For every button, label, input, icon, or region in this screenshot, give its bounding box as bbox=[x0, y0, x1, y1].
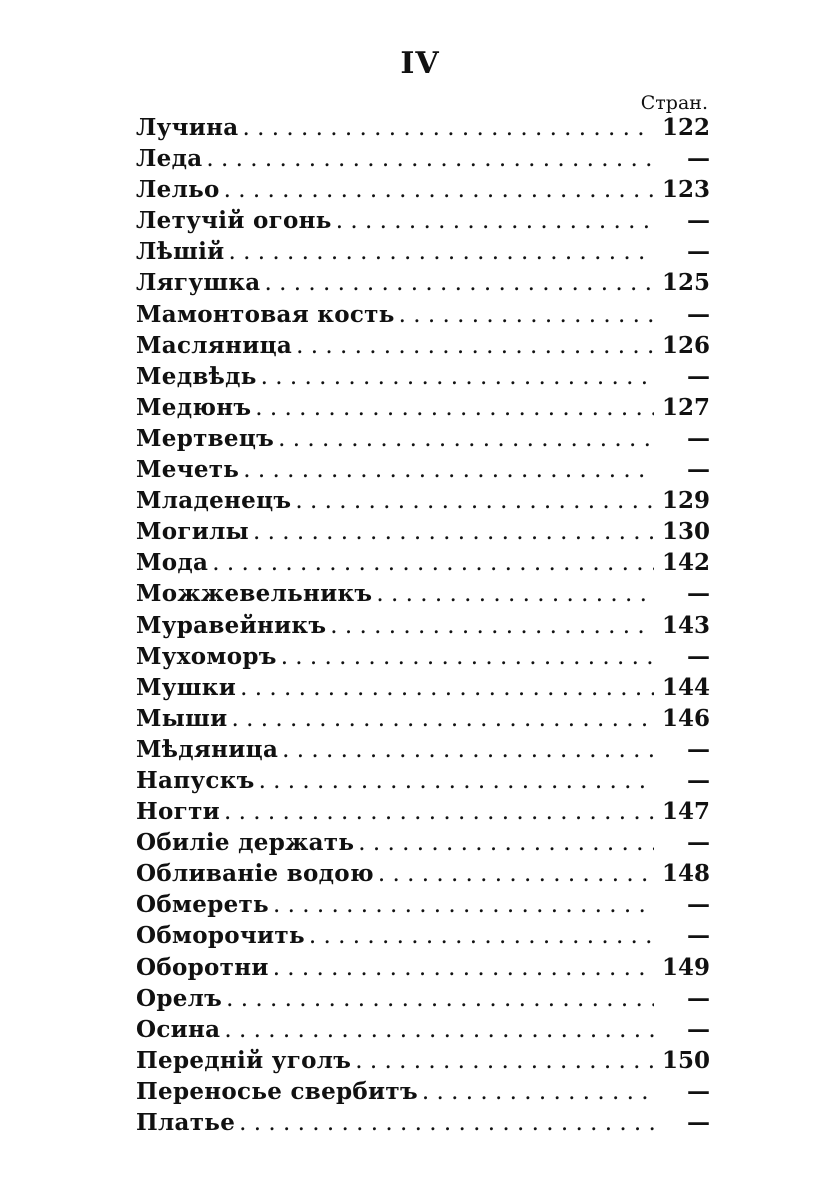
toc-entry bbox=[136, 1045, 710, 1076]
toc-entry bbox=[136, 236, 710, 267]
page-number: IV bbox=[400, 46, 440, 81]
dot-leader bbox=[259, 766, 654, 797]
dot-leader bbox=[239, 1108, 654, 1139]
dot-leader bbox=[229, 237, 654, 268]
dot-leader bbox=[330, 611, 654, 642]
toc-entry bbox=[136, 112, 710, 143]
entry-title: Медюнъ bbox=[136, 393, 252, 421]
dot-leader bbox=[232, 704, 655, 735]
entry-title: Переносье свербитъ bbox=[136, 1077, 418, 1105]
entry-page-number: — bbox=[687, 735, 710, 763]
entry-page-number: — bbox=[687, 145, 710, 173]
dot-leader bbox=[224, 797, 654, 828]
toc-entry bbox=[136, 827, 710, 858]
dot-leader bbox=[309, 921, 654, 952]
toc-entry bbox=[136, 485, 710, 516]
entry-page-number: — bbox=[687, 984, 710, 1012]
toc-entry bbox=[136, 1076, 710, 1107]
toc-entry bbox=[136, 734, 710, 765]
toc-entry bbox=[136, 267, 710, 298]
toc-entry bbox=[136, 547, 710, 578]
dot-leader bbox=[296, 331, 654, 362]
entry-page-number: — bbox=[687, 891, 710, 919]
entry-title: Младенецъ bbox=[136, 487, 292, 515]
entry-page-number: — bbox=[687, 456, 710, 484]
toc-entry bbox=[136, 454, 710, 485]
entry-page-number: 122 bbox=[661, 114, 710, 141]
entry-page-number: — bbox=[687, 362, 710, 390]
entry-title: Можжевельникъ bbox=[136, 580, 373, 608]
dot-leader bbox=[212, 548, 654, 579]
dot-leader bbox=[295, 486, 654, 517]
entry-title: Лягушка bbox=[136, 269, 261, 297]
entry-page-number: 127 bbox=[661, 393, 710, 421]
entry-page-number: 126 bbox=[661, 331, 710, 359]
entry-page-number: 149 bbox=[661, 953, 710, 981]
dot-leader bbox=[224, 175, 654, 206]
dot-leader bbox=[206, 144, 654, 175]
toc-entry bbox=[136, 361, 710, 392]
toc-entry bbox=[136, 205, 710, 236]
entry-page-number: 142 bbox=[661, 549, 710, 577]
dot-leader bbox=[243, 455, 654, 486]
entry-title: Мыши bbox=[136, 704, 228, 732]
dot-leader bbox=[273, 953, 654, 984]
toc-entry bbox=[136, 1107, 710, 1138]
dot-leader bbox=[278, 424, 654, 455]
dot-leader bbox=[243, 113, 655, 144]
entry-title: Мертвецъ bbox=[136, 424, 275, 452]
entry-title: Леда bbox=[136, 145, 203, 173]
toc-entry bbox=[136, 423, 710, 454]
entry-page-number: — bbox=[687, 580, 710, 608]
entry-title: Ногти bbox=[136, 798, 220, 826]
entry-title: Лельо bbox=[136, 176, 220, 204]
entry-title: Оборотни bbox=[136, 953, 269, 981]
entry-page-number: — bbox=[687, 1077, 710, 1105]
entry-page-number: 150 bbox=[661, 1046, 710, 1074]
entry-title: Мечеть bbox=[136, 456, 240, 484]
entry-title: Лучина bbox=[136, 114, 239, 141]
entry-title: Медвѣдь bbox=[136, 362, 257, 390]
entry-title: Обморочить bbox=[136, 922, 305, 950]
toc-entry bbox=[136, 920, 710, 951]
entry-title: Осина bbox=[136, 1015, 221, 1043]
toc-entry bbox=[136, 703, 710, 734]
entry-page-number: — bbox=[687, 922, 710, 950]
toc-entry bbox=[136, 1014, 710, 1045]
entry-page-number: — bbox=[687, 642, 710, 670]
dot-leader bbox=[336, 206, 654, 237]
dot-leader bbox=[253, 517, 654, 548]
entry-title: Напускъ bbox=[136, 766, 255, 794]
entry-page-number: — bbox=[687, 424, 710, 452]
toc-entry bbox=[136, 143, 710, 174]
entry-page-number: 130 bbox=[661, 518, 710, 546]
entry-page-number: — bbox=[687, 1015, 710, 1043]
toc-entry bbox=[136, 392, 710, 423]
entry-page-number: 123 bbox=[661, 176, 710, 204]
entry-title: Мѣдяница bbox=[136, 735, 279, 763]
toc-entry bbox=[136, 578, 710, 609]
dot-leader bbox=[376, 579, 654, 610]
dot-leader bbox=[240, 673, 654, 704]
entry-title: Могилы bbox=[136, 518, 250, 546]
dot-leader bbox=[355, 1046, 654, 1077]
toc-entry bbox=[136, 174, 710, 205]
toc-entry bbox=[136, 796, 710, 827]
dot-leader bbox=[273, 890, 654, 921]
entry-title: Мухоморъ bbox=[136, 642, 277, 670]
dot-leader bbox=[282, 735, 654, 766]
dot-leader bbox=[422, 1077, 654, 1108]
entry-title: Летучій огонь bbox=[136, 207, 332, 235]
entry-page-number: 147 bbox=[661, 798, 710, 826]
entry-title: Обмереть bbox=[136, 891, 269, 919]
entry-title: Платье bbox=[136, 1109, 236, 1136]
toc-entry bbox=[136, 765, 710, 796]
entry-page-number: — bbox=[687, 1109, 710, 1136]
toc-entry bbox=[136, 983, 710, 1014]
dot-leader bbox=[226, 984, 654, 1015]
toc-entry bbox=[136, 516, 710, 547]
entry-page-number: — bbox=[687, 766, 710, 794]
dot-leader bbox=[264, 268, 654, 299]
table-of-contents bbox=[136, 112, 710, 1138]
toc-entry bbox=[136, 889, 710, 920]
toc-entry bbox=[136, 641, 710, 672]
entry-page-number: 129 bbox=[661, 487, 710, 515]
dot-leader bbox=[261, 362, 654, 393]
entry-title: Обиліе держать bbox=[136, 829, 355, 857]
entry-page-number: — bbox=[687, 207, 710, 235]
entry-page-number: — bbox=[687, 829, 710, 857]
toc-entry bbox=[136, 610, 710, 641]
toc-entry bbox=[136, 672, 710, 703]
dot-leader bbox=[281, 642, 654, 673]
entry-page-number: — bbox=[687, 238, 710, 266]
toc-entry bbox=[136, 858, 710, 889]
dot-leader bbox=[358, 828, 654, 859]
entry-title: Обливаніе водою bbox=[136, 860, 374, 888]
entry-page-number: 146 bbox=[661, 704, 710, 732]
toc-entry bbox=[136, 330, 710, 361]
dot-leader bbox=[399, 300, 654, 331]
entry-title: Орелъ bbox=[136, 984, 223, 1012]
toc-entry bbox=[136, 952, 710, 983]
page-column-header: Стран. bbox=[640, 92, 708, 114]
entry-title: Лѣшій bbox=[136, 238, 225, 266]
entry-title: Мушки bbox=[136, 673, 237, 701]
entry-title: Мода bbox=[136, 549, 209, 577]
entry-page-number: — bbox=[687, 300, 710, 328]
entry-title: Масляница bbox=[136, 331, 293, 359]
entry-page-number: 125 bbox=[661, 269, 710, 297]
entry-page-number: 143 bbox=[661, 611, 710, 639]
dot-leader bbox=[224, 1015, 654, 1046]
entry-title: Муравейникъ bbox=[136, 611, 327, 639]
entry-page-number: 144 bbox=[661, 673, 710, 701]
dot-leader bbox=[255, 393, 654, 424]
dot-leader bbox=[378, 859, 654, 890]
entry-title: Мамонтовая кость bbox=[136, 300, 395, 328]
entry-page-number: 148 bbox=[661, 860, 710, 888]
toc-entry bbox=[136, 299, 710, 330]
entry-title: Передній уголъ bbox=[136, 1046, 352, 1074]
